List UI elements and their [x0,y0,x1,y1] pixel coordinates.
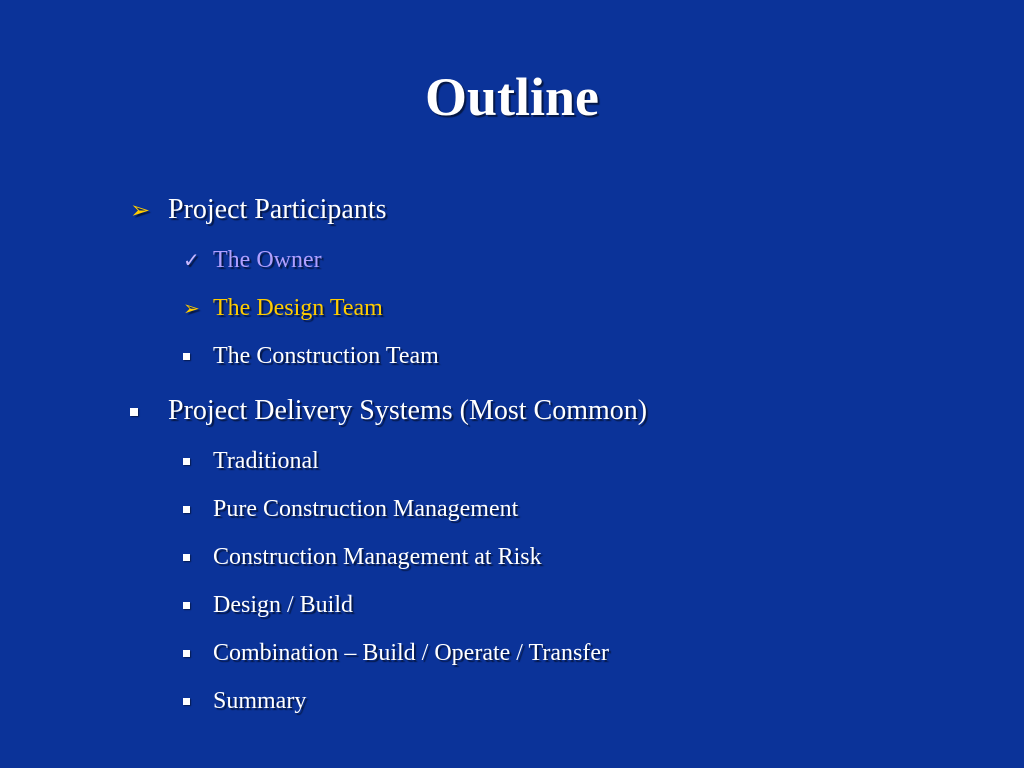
outline-item-combination [183,636,609,670]
square-bullet-icon [183,698,190,705]
outline-item-traditional [183,444,319,478]
square-bullet-icon [183,602,190,609]
outline-item-label: The Construction Team [213,342,439,369]
outline-item-label: The Owner [213,246,322,273]
outline-item-the-construction-team [183,339,439,373]
outline-item-label: Design / Build [213,591,354,618]
outline-item-the-design-team [183,291,383,325]
outline-item-label: The Design Team [213,294,383,321]
square-bullet-icon [183,458,190,465]
outline-section-project-delivery-systems [130,391,647,431]
outline-item-design-build [183,588,353,622]
square-bullet-icon [183,506,190,513]
outline-item-construction-management-at-risk [183,540,542,574]
outline-section-label: Project Participants [168,194,387,225]
outline-section-project-participants [130,190,387,230]
outline-item-summary [183,684,306,718]
outline-item-label: Construction Management at Risk [213,543,542,570]
square-bullet-icon [183,353,190,360]
checkmark-icon: ✓ [183,249,200,272]
slide-title: Outline [424,67,600,127]
square-bullet-icon [183,554,190,561]
arrow-bullet-icon: ➢ [183,297,200,320]
square-bullet-icon [130,408,138,416]
outline-item-label: Combination – Build / Operate / Transfer [213,639,609,666]
outline-item-label: Traditional [213,447,319,474]
square-bullet-icon [183,650,190,657]
outline-item-label: Summary [213,687,307,714]
outline-item-label: Pure Construction Management [213,495,519,522]
outline-item-the-owner [183,243,322,277]
arrow-bullet-icon: ➢ [130,197,151,224]
outline-item-pure-construction-management [183,492,518,526]
outline-section-label: Project Delivery Systems (Most Common) [168,395,648,426]
